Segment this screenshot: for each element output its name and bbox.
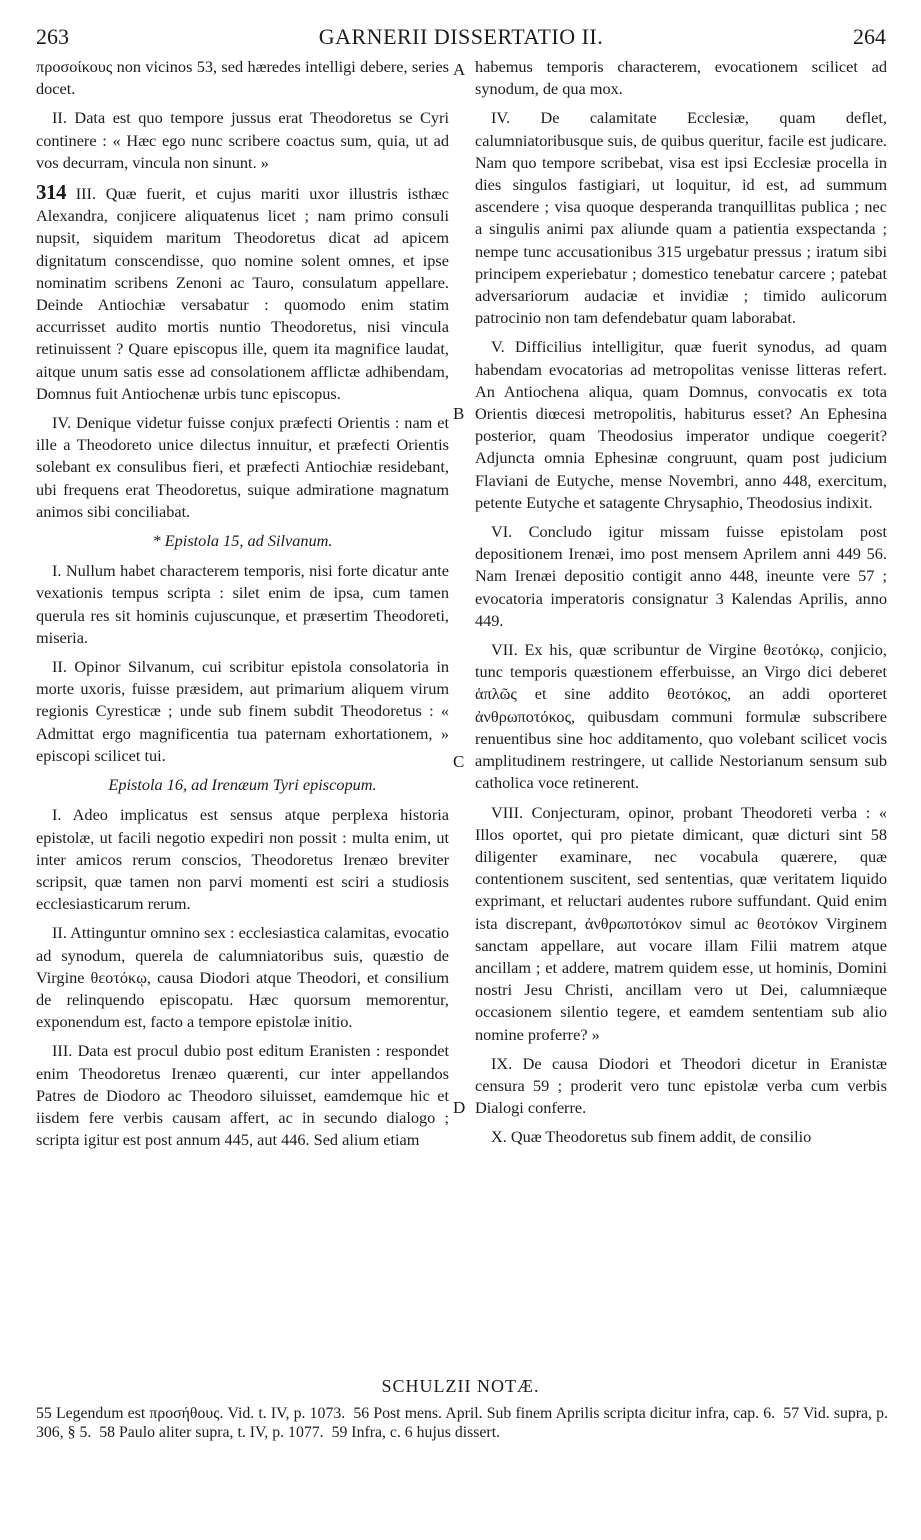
margin-letter-c: C bbox=[453, 752, 465, 771]
footnotes bbox=[36, 1404, 888, 1442]
notes-heading: SCHULZII NOTÆ. bbox=[381, 1376, 540, 1396]
paragraph: IX. De causa Diodori et Theodori dicetur in Eranistæ censura 59 ; proderit vero tunc epistolæ verba cum verbis Dialogi conferre. bbox=[475, 1053, 887, 1118]
column-marker: 314 bbox=[36, 180, 66, 205]
paragraph: VII. Ex his, quæ scribuntur de Virgine θεοτόκῳ, conjicio, tunc temporis quæstionem efferbuisse, an Virgo dici deberet ἁπλῶς et sine addito θεοτόκος, an addi oporteret ἀνθρωποτόκος, quibusdam communi formulæ subscribere renuentibus sine hoc additamento, quo volebant scilicet vocis amplitudinem restringere, ut callide Nestorianum sensum sub catholica voce retinerent. bbox=[475, 640, 887, 793]
paragraph: II. Data est quo tempore jussus erat Theodoretus se Cyri continere : « Hæc ego nunc scribere coactus sum, quia, ut ad vos decurram, vincula non sinunt. » bbox=[36, 108, 449, 172]
footnote: 59 Infra, c. 6 hujus dissert. bbox=[331, 1424, 501, 1441]
margin-letter-d: D bbox=[453, 1098, 466, 1117]
footnote: 58 Paulo aliter supra, t. IV, p. 1077. bbox=[99, 1424, 324, 1441]
page-header bbox=[36, 22, 886, 52]
page-number-right: 264 bbox=[853, 24, 886, 49]
paragraph: I. Adeo implicatus est sensus atque perplexa historia epistolæ, ut facili negotio expediri non possit : multa enim, ut inter amicos rerum conscios, Theodoretus Irenæo breviter scripsit, quæ tamen non parvi momenti est sciri a studiosis ecclesiasticarum rerum. bbox=[36, 805, 449, 914]
paragraph-text: III. Quæ fuerit, et cujus mariti uxor illustris isthæc Alexandra, conjicere aliquatenus licet ; nam primo consuli nupsit, siquidem maritum Theodoretus dicat ad apicem dignitatum conscendisse, quo nomine solent omnes, et ipse nominatim scribens Zenoni ac Tauro, consulatum appellare. Deinde Antiochiæ versabatur : quomodo enim statim accurrisset audito mortis nuntio Theodoretus, nisi vincula retinuissent ? Quare episcopus ille, quem ita magnifice laudat, aitque unum satis esse ad consolationem afflictæ adhibendam, Domnus fuit Antiochenæ urbis tunc episcopus. bbox=[36, 184, 449, 403]
page-number-left: 263 bbox=[36, 24, 69, 49]
paragraph: III. Data est procul dubio post editum Eranisten : respondet enim Theodoretus Irenæo quærenti, cur inter appellandos Patres de Diodoro ac Theodoro siluisset, eamdemque hic et iisdem fere verbis causam affert, ac in secundo dialogo ; scripta igitur est post annum 445, aut 446. Sed alium etiam bbox=[36, 1041, 449, 1150]
section-title: Epistola 16, ad Irenæum Tyri episcopum. bbox=[108, 775, 377, 795]
section-title: * Epistola 15, ad Silvanum. bbox=[152, 531, 333, 551]
paragraph: IV. De calamitate Ecclesiæ, quam deflet, calumniatoribusque suis, de quibus queritur, facile est judicare. Nam quo tempore scribebat, visa est ipsi Ecclesiæ procella in dies singulos fastigiari, ut loquitur, id est, ad summum ascendere ; visa quoque desperanda tranquillitas publica ; nec a singulis animi pax aliunde quam a patientia exspectanda ; nempe tunc accusationibus 315 urgebatur pressus ; iratum sibi principem experiebatur ; domestico tenebatur carcere ; patebat adversariorum audaciæ et invidiæ ; timido aulicorum patrocinio non tam defendebatur quam laborabat. bbox=[475, 108, 887, 328]
paragraph: VIII. Conjecturam, opinor, probant Theodoreti verba : « Illos oportet, qui pro pietate dimicant, quæ dicturi sint 58 diligenter examinare, nec vocabula quærere, quæ contentionem suscitent, sed sententias, quæ veritatem liquido exprimant, et reluctari audentes rubore suffundant. Quid enim ista discrepant, ἀνθρωποτόκον simul ac θεοτόκον Virginem sanctam appellare, aut vocare illam Filii matrem atque ancillam ; et addere, matrem quidem esse, ut hominis, Domini nostri Jesu Christi, ancillam vero ut Dei, calumniæque occasionem silentio tegere, et eamdem sententiam sub alio nomine proferre? » bbox=[475, 802, 887, 1044]
margin-letter-a: A bbox=[453, 60, 466, 79]
footnote: 56 Post mens. April. Sub finem Aprilis scripta dicitur infra, cap. 6. bbox=[353, 1405, 776, 1422]
margin-letter-b: B bbox=[453, 404, 465, 423]
paragraph: II. Attinguntur omnino sex : ecclesiastica calamitas, evocatio ad synodum, querela de calumniatoribus suis, quæstio de Virgine θεοτόκῳ, causa Diodori atque Theodori, et consilium de relinquendo episcopatu. Hæc quorsum memorentur, exponendum est, facto a tempore epistolæ initio. bbox=[36, 923, 449, 1032]
paragraph: X. Quæ Theodoretus sub finem addit, de consilio bbox=[491, 1127, 812, 1147]
paragraph: IV. Denique videtur fuisse conjux præfecti Orientis : nam et ille a Theodoreto unice dilectus innuitur, et præfecti Orientis solebant ex consulibus fieri, et præfecti Antiochiæ residebant, ubi frequens erat Theodoretus, suique admiratione magnatum animos sibi conciliabat. bbox=[36, 413, 449, 521]
left-column bbox=[36, 56, 449, 1158]
paragraph: I. Nullum habet characterem temporis, nisi forte dicatur ante vexationis tempus scripta : silet enim de ipsa, cum tamen querula res sit hominis cujuscunque, et præsertim Theodoreti, miseria. bbox=[36, 561, 449, 647]
paragraph: II. Opinor Silvanum, cui scribitur epistola consolatoria in morte uxoris, fuisse præsidem, aut primarium aliquem virum regionis Cyresticæ ; unde sub finem subdit Theodoretus : « Admittat ergo magnificentia tua paternam exhortationem, » episcopi scilicet tui. bbox=[36, 657, 449, 765]
running-title: GARNERII DISSERTATIO II. bbox=[318, 24, 604, 49]
right-column bbox=[475, 56, 887, 1156]
paragraph: VI. Concludo igitur missam fuisse epistolam post depositionem Irenæi, imo post mensem Aprilem anni 449 56. Nam Irenæi depositio contigit anno 448, ineunte vere 57 ; evocatoria imperatoris consignatur 3 Kalendas Aprilis, anno 449. bbox=[475, 522, 887, 630]
paragraph: V. Difficilius intelligitur, quæ fuerit synodus, ad quam habendam evocatorias ad metropolitas venisse litteras refert. An Antiochena aliqua, quam Domnus, convocatis ex tota Orientis diœcesi metropolitis, habiturus esset? An Ephesina posterior, quam Theodosius imperator undique coegerit? Adjuncta omnia Ephesinæ congruunt, quam post judicium Flaviani de Eutyche, mense Novembri, anno 448, exercitum, petente Eutyche et satagente Chrysaphio, Theodosius indixit. bbox=[475, 337, 887, 512]
footnote: 57 Vid. supra, p. 306, § 5. bbox=[36, 1405, 888, 1441]
paragraph: προσοίκους non vicinos 53, sed hæredes intelligi debere, series docet. bbox=[36, 57, 449, 99]
paragraph bbox=[36, 181, 449, 405]
paragraph: habemus temporis characterem, evocationem scilicet ad synodum, de qua mox. bbox=[475, 57, 887, 99]
footnote: 55 Legendum est προσήθους. Vid. t. IV, p. 1073. bbox=[36, 1405, 346, 1422]
